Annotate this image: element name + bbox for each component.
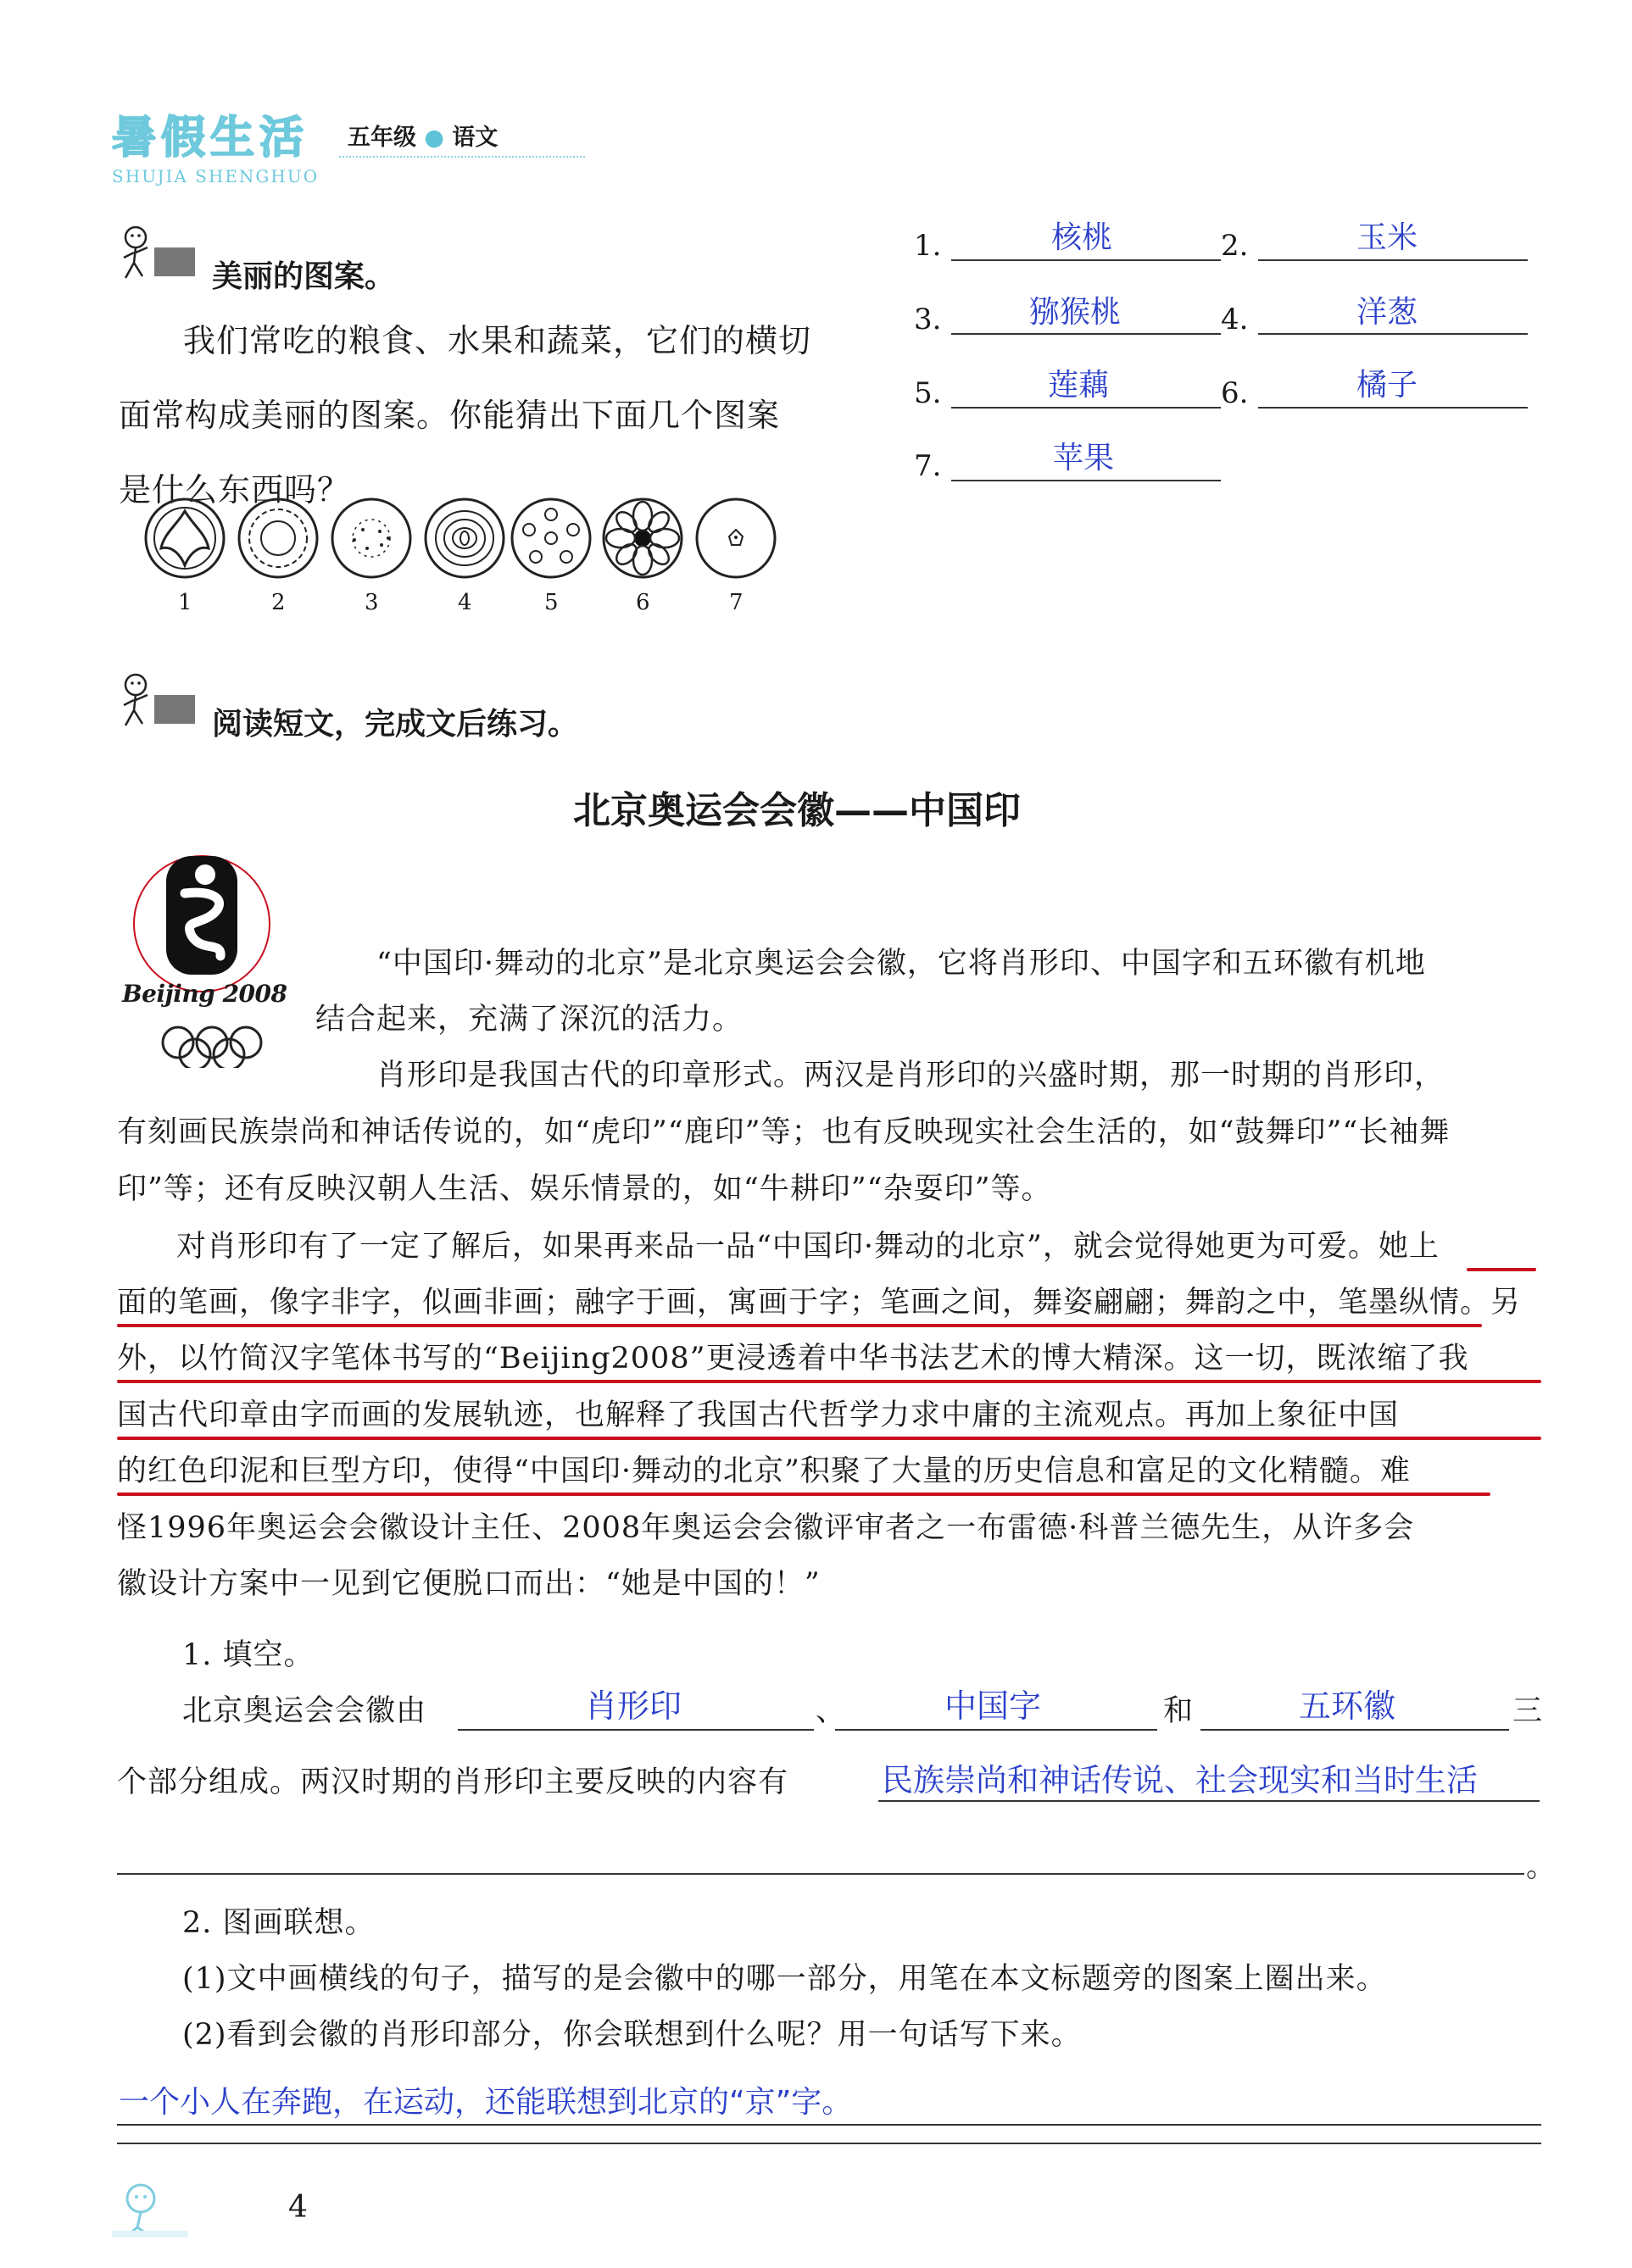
section1-title: 美丽的图案。 — [212, 259, 396, 294]
q2-sub2: (2)看到会徽的肖形印部分，你会联想到什么呢？用一句话写下来。 — [182, 2018, 1082, 2052]
olympic-emblem — [117, 831, 312, 1068]
q1-label: 1. 填空。 — [182, 1638, 315, 1672]
brand-pinyin: SHUJIA SHENGHUO — [112, 166, 320, 186]
red-underline — [117, 1437, 1541, 1440]
answer-text: 苹果 — [1053, 441, 1115, 475]
pattern-number: 3 — [365, 590, 379, 615]
q1-line2: 个部分组成。两汉时期的肖形印主要反映的内容有 — [117, 1765, 789, 1799]
brand-logo: 暑假生活 — [112, 113, 309, 164]
q2-answer: 一个小人在奔跑，在运动，还能联想到北京的“京”字。 — [119, 2085, 853, 2120]
q2-label: 2. 图画联想。 — [182, 1906, 376, 1940]
emblem-text: Beijing 2008 — [122, 980, 287, 1008]
subject-label: 语文 — [452, 125, 499, 151]
article-line: 的红色印泥和巨型方印，使得“中国印·舞动的北京”积聚了大量的历史信息和富足的文化精髓。难 — [117, 1454, 1411, 1488]
section1-intro — [119, 303, 831, 527]
footer-rule — [117, 2143, 1541, 2144]
answer-text: 玉米 — [1356, 220, 1418, 255]
answer-text: 莲藕 — [1048, 368, 1110, 403]
article-line: 国古代印章由字而画的发展轨迹，也解释了我国古代哲学力求中庸的主流观点。再加上象征中国 — [117, 1398, 1400, 1432]
article-line: 肖形印是我国古代的印章形式。两汉是肖形印的兴盛时期，那一时期的肖形印， — [376, 1059, 1445, 1092]
grade-subject — [348, 119, 498, 152]
kiwi-pattern-icon — [332, 499, 410, 577]
q1-sep: 和 — [1163, 1694, 1195, 1728]
bullet-dot: ● — [424, 125, 444, 151]
answer-number: 7. — [914, 449, 942, 483]
onion-pattern-icon — [426, 499, 504, 577]
cartoon-icon — [117, 222, 198, 281]
red-underline — [117, 1324, 1482, 1327]
article-line: 徽设计方案中一见到它便脱口而出：“她是中国的！” — [117, 1567, 821, 1601]
red-underline — [117, 1380, 1541, 1383]
pattern-number: 1 — [178, 590, 192, 615]
article-line: 外，以竹简汉字笔体书写的“Beijing2008”更浸透着中华书法艺术的博大精深。这一切，既浓缩了我 — [117, 1342, 1469, 1376]
answer-text: 核桃 — [1051, 220, 1113, 255]
intro-line: 面常构成美丽的图案。你能猜出下面几个图案 — [119, 397, 781, 434]
header-dotted-line — [339, 156, 585, 158]
q1-answer-4: 民族崇尚和神话传说、社会现实和当时生活 — [882, 1762, 1478, 1798]
orange-pattern-icon — [604, 499, 682, 577]
q1-suffix: 三 — [1512, 1694, 1544, 1728]
page-number: 4 — [288, 2190, 308, 2225]
walnut-pattern-icon — [146, 499, 224, 577]
apple-pattern-icon — [697, 499, 775, 577]
q1-end: 。 — [1526, 1850, 1557, 1884]
pattern-number: 7 — [729, 590, 744, 615]
article-line: 面的笔画，像字非字，似画非画；融字于画，寓画于字；笔画之间，舞姿翩翩；舞韵之中，笔墨纵情。另 — [117, 1286, 1522, 1320]
q1-answer-3: 五环徽 — [1299, 1687, 1396, 1725]
cartoon-icon — [117, 670, 198, 729]
answer-number: 1. — [914, 229, 942, 263]
answer-number: 4. — [1221, 303, 1249, 336]
pattern-number: 4 — [458, 590, 472, 615]
answer-number: 6. — [1221, 376, 1249, 410]
q1-answer-1: 肖形印 — [585, 1687, 682, 1725]
pattern-number: 6 — [636, 590, 650, 615]
answer-text: 橘子 — [1356, 368, 1418, 403]
q1-prefix: 北京奥运会会徽由 — [182, 1694, 427, 1728]
q1-answer-2: 中国字 — [944, 1687, 1042, 1725]
article-line: “中国印·舞动的北京”是北京奥运会会徽，它将肖形印、中国字和五环徽有机地 — [376, 947, 1426, 981]
answer-number: 3. — [914, 303, 942, 336]
article-line: 结合起来，充满了深沉的活力。 — [315, 1003, 744, 1037]
section2-title: 阅读短文，完成文后练习。 — [212, 707, 579, 742]
article-line: 有刻画民族崇尚和神话传说的，如“虎印”“鹿印”等；也有反映现实社会生活的，如“鼓舞印”“长袖舞 — [117, 1115, 1451, 1149]
intro-line: 是什么东西吗？ — [119, 471, 351, 509]
answer-text: 洋葱 — [1356, 295, 1418, 330]
pattern-number-row — [142, 590, 787, 615]
pattern-number: 5 — [544, 590, 559, 615]
article-title: 北京奥运会会徽——中国印 — [573, 789, 1021, 832]
footer-mascot-icon — [112, 2180, 188, 2239]
answer-text: 猕猴桃 — [1029, 295, 1122, 330]
red-underline — [117, 1493, 1490, 1496]
corn-pattern-icon — [239, 499, 317, 577]
grade-label: 五年级 — [348, 125, 416, 151]
intro-line: 我们常吃的粮食、水果和蔬菜，它们的横切 — [183, 322, 812, 359]
red-underline — [1467, 1268, 1536, 1271]
article-line: 印”等；还有反映汉朝人生活、娱乐情景的，如“牛耕印”“杂耍印”等。 — [117, 1172, 1052, 1206]
q1-sep: 、 — [816, 1694, 847, 1728]
article-line: 怪1996年奥运会会徽设计主任、2008年奥运会会徽评审者之一布雷德·科普兰德先生，从许多会 — [117, 1511, 1415, 1545]
q1-blank-5[interactable] — [117, 1831, 1524, 1875]
q2-sub1: (1)文中画横线的句子，描写的是会徽中的哪一部分，用笔在本文标题旁的图案上圈出来。 — [182, 1962, 1387, 1996]
lotus-root-pattern-icon — [512, 499, 590, 577]
answer-number: 5. — [914, 376, 942, 410]
pattern-number: 2 — [271, 590, 286, 615]
answer-number: 2. — [1221, 229, 1249, 263]
article-line: 对肖形印有了一定了解后，如果再来品一品“中国印·舞动的北京”，就会觉得她更为可爱。她上 — [176, 1230, 1440, 1264]
